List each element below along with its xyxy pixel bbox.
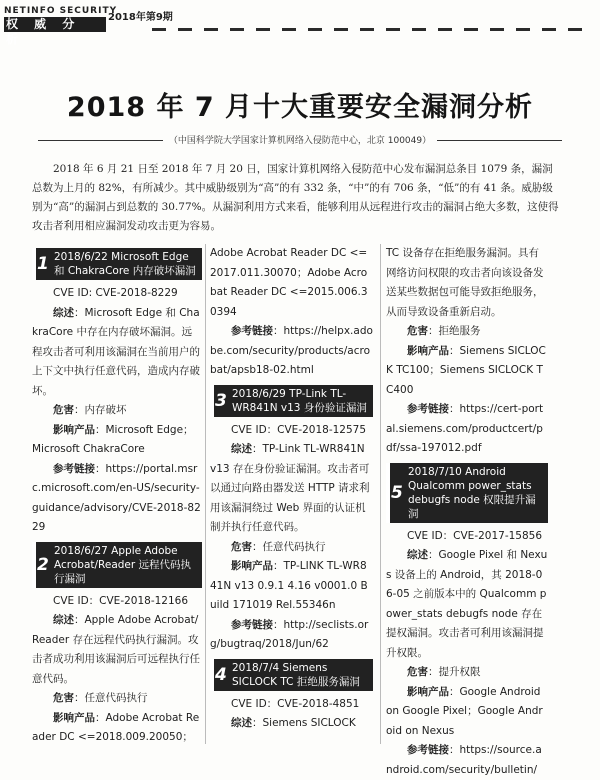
column-3 <box>386 244 548 780</box>
field-label: 危害 <box>231 540 252 553</box>
masthead-divider <box>386 28 400 31</box>
field-label: 参考链接 <box>231 325 273 337</box>
field-value: ：https://source.android.com/security/bulletin/ <box>386 744 542 776</box>
vuln-heading <box>210 385 373 417</box>
masthead <box>0 0 600 46</box>
column-rule <box>380 244 381 744</box>
field-line <box>32 611 202 689</box>
field-line <box>210 616 373 655</box>
field-value: ：提升权限 <box>428 666 481 678</box>
masthead-divider <box>178 28 192 31</box>
field-value: ：Apple Adobe Acrobat/Reader 存在远程代码执行漏洞。攻击者成功利用该漏洞后可远程执行任意代码。 <box>32 614 200 685</box>
continued-text: TC 设备存在拒绝服务漏洞。具有网络访问权限的攻击者向该设备发送某些数据包可能导致拒绝服务，从而导致设备重新启动。 <box>386 247 544 318</box>
masthead-divider <box>282 28 296 31</box>
field-value: ：任意代码执行 <box>74 692 148 704</box>
field-value: ：内存破坏 <box>74 404 127 416</box>
field-line <box>386 683 548 742</box>
field-line <box>386 546 548 663</box>
field-line <box>386 322 548 342</box>
vuln-heading <box>386 463 548 523</box>
field-line <box>210 440 373 538</box>
affiliation: （中国科学院大学国家计算机网络入侵防范中心，北京 100049） <box>168 136 432 146</box>
field-label: 影响产品 <box>231 560 273 572</box>
vuln-number: 5 <box>391 482 403 503</box>
field-line <box>386 342 548 401</box>
field-value: ：Siemens SICLOCK TC100；Siemens SICLOCK TC400 <box>386 344 546 396</box>
field-label: 危害 <box>53 404 74 416</box>
column-2 <box>210 244 373 734</box>
masthead-divider <box>308 28 322 31</box>
field-value: ：任意代码执行 <box>252 540 326 553</box>
field-line <box>32 421 202 460</box>
field-value: ：https://portal.msrc.microsoft.com/en-US/security-guidance/advisory/CVE-2018-8229 <box>32 462 201 533</box>
field-label: 危害 <box>53 692 74 704</box>
field-label: 参考链接 <box>407 744 449 756</box>
field-value: ：TP-LINK TL-WR841N v13 0.9.1 4.16 v0001.0 Build 171019 Rel.55346n <box>210 560 368 611</box>
vuln-number: 2 <box>37 554 49 575</box>
field-line <box>210 322 373 381</box>
field-line <box>32 689 202 709</box>
masthead-divider <box>230 28 244 31</box>
cve-id: CVE ID: CVE-2018-8229 <box>53 287 178 299</box>
field-label: 参考链接 <box>53 462 95 475</box>
field-value: ：https://helpx.adobe.com/security/products/acrobat/apsb18-02.html <box>210 325 373 376</box>
field-line <box>210 557 373 616</box>
field-label: 参考链接 <box>231 618 273 631</box>
affiliation-rule <box>437 140 562 141</box>
section-label: 权 威 分 析 <box>4 17 106 32</box>
field-value: ：http://seclists.org/bugtraq/2018/Jun/62 <box>210 618 369 650</box>
masthead-divider <box>204 28 218 31</box>
masthead-divider <box>516 28 530 31</box>
column-1 <box>32 244 202 748</box>
brand-logo: NETINFO SECURITY <box>4 6 118 16</box>
masthead-divider <box>568 28 582 31</box>
field-line <box>210 538 373 558</box>
vuln-number: 4 <box>215 664 227 685</box>
field-value: ：Microsoft Edge 和 ChakraCore 中存在内存破坏漏洞。远程攻击者可利用该漏洞在当前用户的上下文中执行任意代码，造成内存破坏。 <box>32 306 200 397</box>
masthead-divider <box>152 28 166 31</box>
field-line <box>386 663 548 683</box>
masthead-divider <box>256 28 270 31</box>
masthead-divider <box>412 28 426 31</box>
field-line <box>32 304 202 402</box>
masthead-divider <box>490 28 504 31</box>
field-line <box>32 709 202 748</box>
field-value: ：TP-Link TL-WR841N v13 存在身份验证漏洞。攻击者可以通过向路由器发送 HTTP 请求利用该漏洞绕过 Web 界面的认证机制并执行任意代码。 <box>210 443 370 533</box>
vuln-heading-text: 2018/6/29 TP-Link TL-WR841N v13 身份验证漏洞 <box>232 387 367 414</box>
column-rule <box>205 244 206 744</box>
vuln-heading-text: 2018/6/27 Apple Adobe Acrobat/Reader 远程代码执行漏洞 <box>54 544 192 585</box>
masthead-divider <box>542 28 556 31</box>
cve-id: CVE ID：CVE-2018-4851 <box>231 697 360 710</box>
vuln-heading <box>32 248 202 280</box>
vuln-heading <box>32 542 202 588</box>
field-line <box>32 401 202 421</box>
field-label: 危害 <box>407 325 428 337</box>
field-label: 影响产品 <box>407 685 449 698</box>
field-label: 综述 <box>53 614 74 626</box>
vuln-number: 1 <box>37 254 49 274</box>
vuln-heading-text: 2018/7/10 Android Qualcomm power_stats debugfs node 权限提升漏洞 <box>408 465 536 520</box>
cve-id: CVE ID：CVE-2018-12166 <box>53 594 189 607</box>
field-value: ：Microsoft Edge；Microsoft ChakraCore <box>32 423 194 455</box>
field-label: 影响产品 <box>53 711 95 724</box>
field-label: 危害 <box>407 666 428 678</box>
field-label: 参考链接 <box>407 403 449 415</box>
field-line <box>210 714 373 734</box>
issue-label: 2018年第9期 <box>108 12 173 23</box>
article-title: 2018 年 7 月十大重要安全漏洞分析 <box>66 92 534 123</box>
masthead-divider <box>360 28 374 31</box>
field-value: ：Adobe Acrobat Reader DC <=2018.009.20050； <box>32 711 200 743</box>
cve-id: CVE ID：CVE-2017-15856 <box>407 529 543 542</box>
vuln-number: 3 <box>215 390 227 411</box>
field-value: ：https://cert-portal.siemens.com/productcert/pdf/ssa-197012.pdf <box>386 403 544 454</box>
field-label: 综述 <box>231 443 252 455</box>
vuln-heading-text: 2018/7/4 Siemens SICLOCK TC 拒绝服务漏洞 <box>232 661 360 688</box>
masthead-divider <box>438 28 452 31</box>
vuln-heading <box>210 659 373 691</box>
field-line <box>386 400 548 459</box>
field-value: ：Google Pixel 和 Nexus 设备上的 Android，其 2018-06-05 之前版本中的 Qualcomm power_stats debugfs node 存在提权漏洞。攻击者可利用该漏洞提升权限。 <box>386 549 548 659</box>
intro-paragraph: 2018 年 6 月 21 日至 2018 年 7 月 20 日，国家计算机网络入侵防范中心发布漏洞总条目 1079 条，漏洞总数为上月的 82%，有所减少。其中威胁级别为“高”的有 332 条，“中”的有 706 条，“低”的有 41 条。威胁级别为“高”的漏洞占到总数的 30.77%。从漏洞利用方式来看，能够利用从远程进行攻击的漏洞占绝大多数，这使得攻击者利用相应漏洞发动攻击更为容易。 <box>32 163 559 232</box>
field-value: ：Siemens SICLOCK <box>252 717 356 729</box>
field-line <box>32 460 202 538</box>
masthead-divider <box>334 28 348 31</box>
field-label: 综述 <box>231 717 252 729</box>
affiliation-rule <box>38 140 163 141</box>
field-value: ：Google Android on Google Pixel；Google Android on Nexus <box>386 685 543 737</box>
field-label: 影响产品 <box>407 344 449 357</box>
field-label: 综述 <box>53 306 74 319</box>
vuln-heading-text: 2018/6/22 Microsoft Edge 和 ChakraCore 内存破坏漏洞 <box>54 251 196 277</box>
field-label: 综述 <box>407 549 428 561</box>
field-value: ：拒绝服务 <box>428 325 481 337</box>
cve-id: CVE ID：CVE-2018-12575 <box>231 423 367 436</box>
affiliation-row <box>0 133 600 146</box>
field-label: 影响产品 <box>53 423 95 436</box>
continued-text: Adobe Acrobat Reader DC <=2017.011.30070；Adobe Acrobat Reader DC <=2015.006.30394 <box>210 247 368 318</box>
field-line <box>386 741 548 780</box>
masthead-divider <box>464 28 478 31</box>
